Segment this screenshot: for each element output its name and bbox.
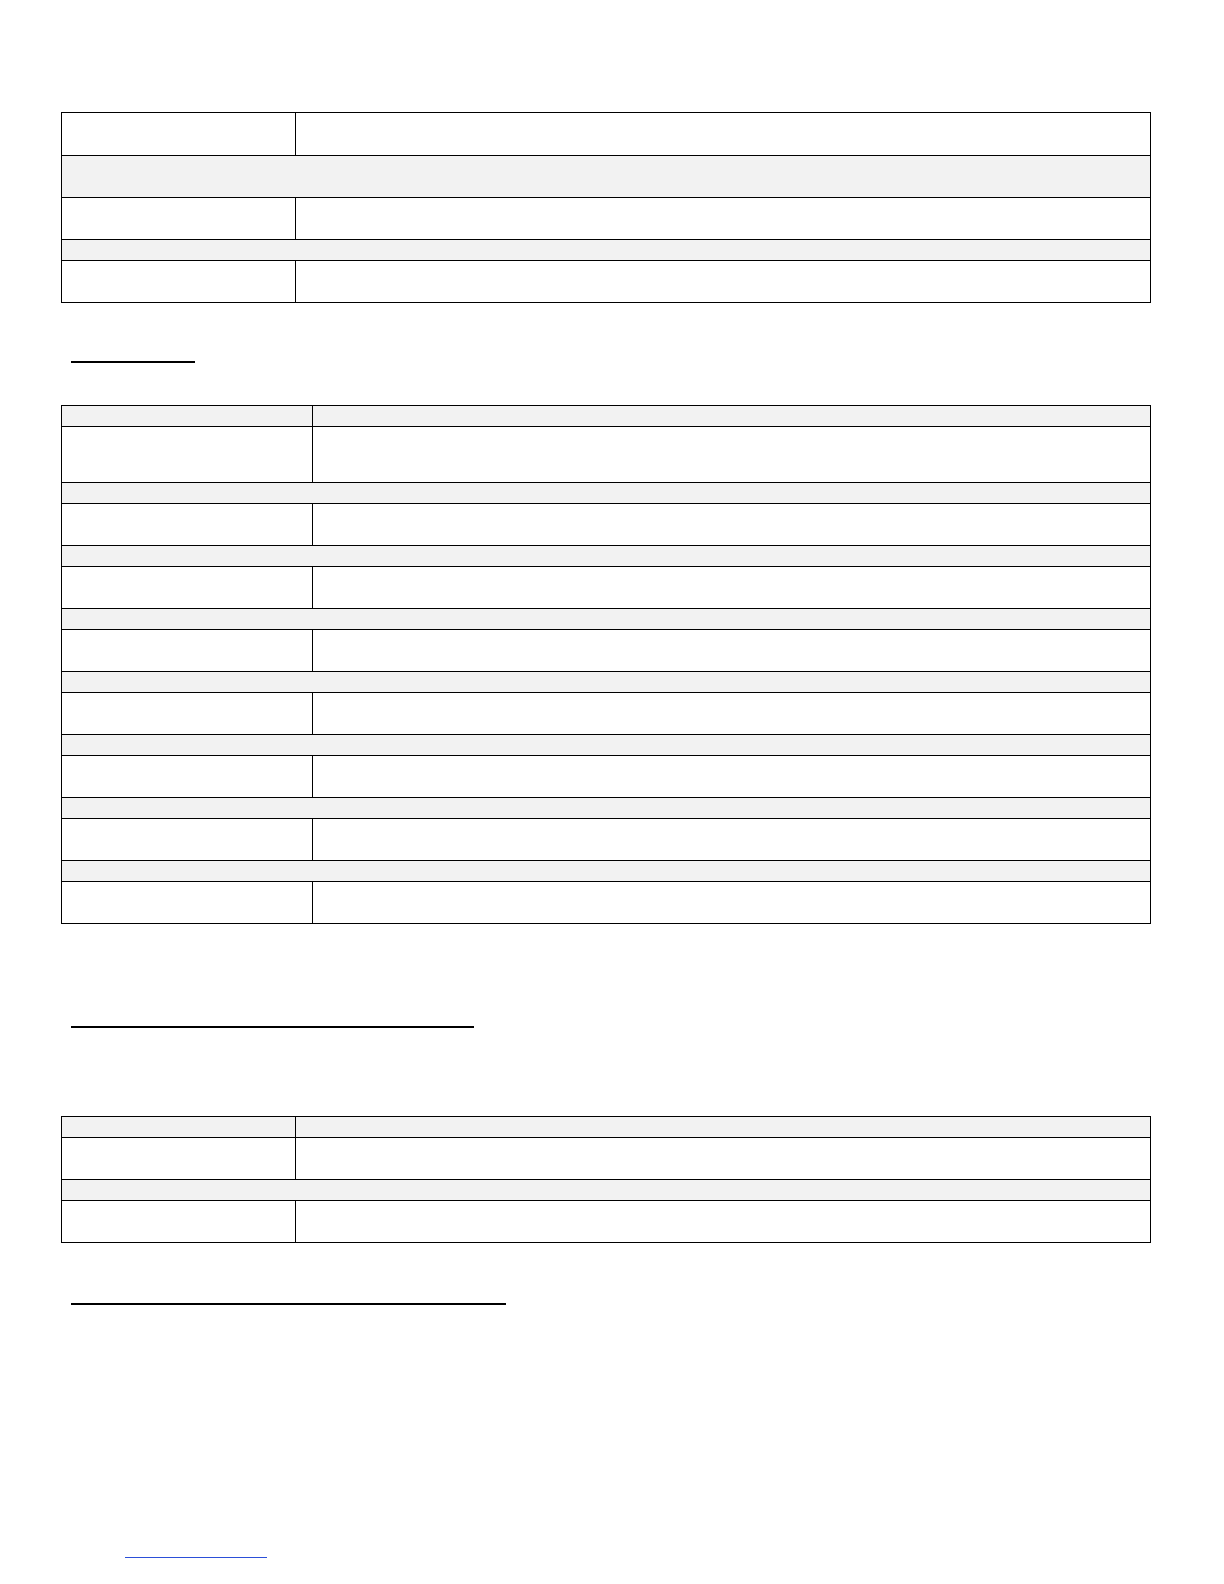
band-cell (62, 609, 1151, 630)
row-value (313, 567, 1151, 609)
table-header-row (62, 1117, 1151, 1138)
row-value (296, 1201, 1151, 1243)
row-value (313, 427, 1151, 483)
row-label (62, 567, 313, 609)
band-cell (62, 240, 1151, 261)
row-label (62, 882, 313, 924)
row-label (62, 630, 313, 672)
table-row (62, 819, 1151, 861)
row-label (62, 427, 313, 483)
table-band-row (62, 861, 1151, 882)
header-right (313, 406, 1151, 427)
row-label (62, 1201, 296, 1243)
table-row (62, 113, 1151, 156)
table-band-row (62, 672, 1151, 693)
row-label (62, 756, 313, 798)
table-row (62, 261, 1151, 303)
band-cell (62, 798, 1151, 819)
table-band-row (62, 240, 1151, 261)
table-row (62, 1201, 1151, 1243)
table-row (62, 1138, 1151, 1180)
row-label (62, 504, 313, 546)
table-band-row (62, 609, 1151, 630)
row-label (62, 819, 313, 861)
row-value (313, 504, 1151, 546)
table-band-row (62, 1180, 1151, 1201)
section-heading-underline (71, 361, 195, 363)
band-cell (62, 546, 1151, 567)
table-band-row (62, 546, 1151, 567)
table-row (62, 198, 1151, 240)
header-right (296, 1117, 1151, 1138)
band-cell (62, 483, 1151, 504)
row-label (62, 693, 313, 735)
table-row (62, 427, 1151, 483)
row-label (62, 1138, 296, 1180)
table-row (62, 630, 1151, 672)
section-heading-underline (71, 1026, 474, 1028)
table-band-row (62, 483, 1151, 504)
table-band-row (62, 798, 1151, 819)
band-cell (62, 156, 1151, 198)
header-left (62, 1117, 296, 1138)
band-cell (62, 1180, 1151, 1201)
secondary-table (61, 1116, 1151, 1243)
row-value (313, 882, 1151, 924)
row-label (62, 113, 296, 156)
header-left (62, 406, 313, 427)
row-value (313, 693, 1151, 735)
table-header-row (62, 406, 1151, 427)
band-cell (62, 672, 1151, 693)
row-value (313, 630, 1151, 672)
top-info-table (61, 112, 1151, 303)
row-label (62, 198, 296, 240)
details-table (61, 405, 1151, 924)
table-band-row (62, 735, 1151, 756)
table-row (62, 693, 1151, 735)
row-value (296, 198, 1151, 240)
table-row (62, 504, 1151, 546)
band-cell (62, 861, 1151, 882)
row-value (296, 1138, 1151, 1180)
row-value (296, 261, 1151, 303)
section-heading-underline (71, 1303, 506, 1305)
table-row (62, 756, 1151, 798)
row-label (62, 261, 296, 303)
table-band-row (62, 156, 1151, 198)
row-value (313, 756, 1151, 798)
row-value (296, 113, 1151, 156)
band-cell (62, 735, 1151, 756)
table-row (62, 882, 1151, 924)
table-row (62, 567, 1151, 609)
row-value (313, 819, 1151, 861)
footer-link[interactable] (125, 1557, 267, 1558)
